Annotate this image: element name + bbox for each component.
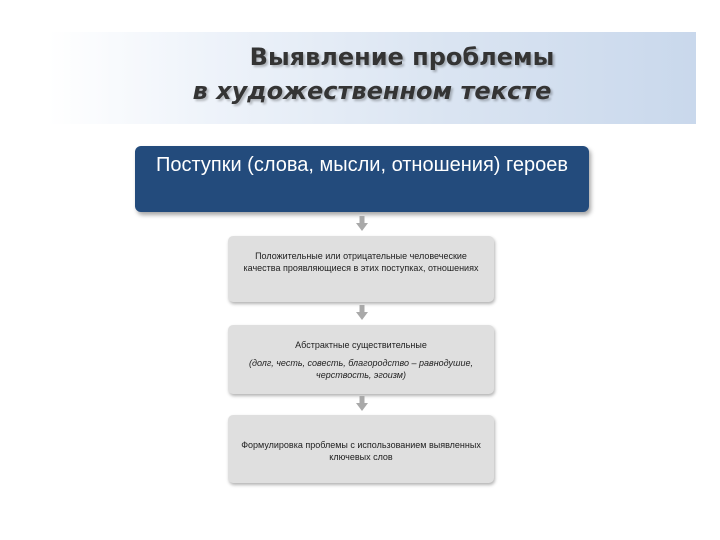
slide-title	[48, 40, 696, 108]
step-box-abstract-nouns-heading: Абстрактные существительные	[295, 340, 427, 350]
step-box-problem-formulation: Формулировка проблемы с использованием выявленных ключевых слов	[228, 415, 494, 483]
arrow-down-icon	[356, 216, 368, 232]
step-box-abstract-nouns-examples: (долг, честь, совесть, благородство – равнодушие, черствость, эгоизм)	[248, 358, 474, 380]
slide-title-line-2: в художественном тексте	[192, 77, 552, 105]
main-box-deeds: Поступки (слова, мысли, отношения) героев	[135, 146, 589, 212]
arrow-down-icon	[356, 305, 368, 321]
arrow-down-icon	[356, 396, 368, 412]
step-box-qualities: Положительные или отрицательные человеческие качества проявляющиеся в этих поступках, отношениях	[228, 236, 494, 302]
slide-title-line-1: Выявление проблемы	[249, 43, 555, 71]
step-box-abstract-nouns	[228, 325, 494, 394]
